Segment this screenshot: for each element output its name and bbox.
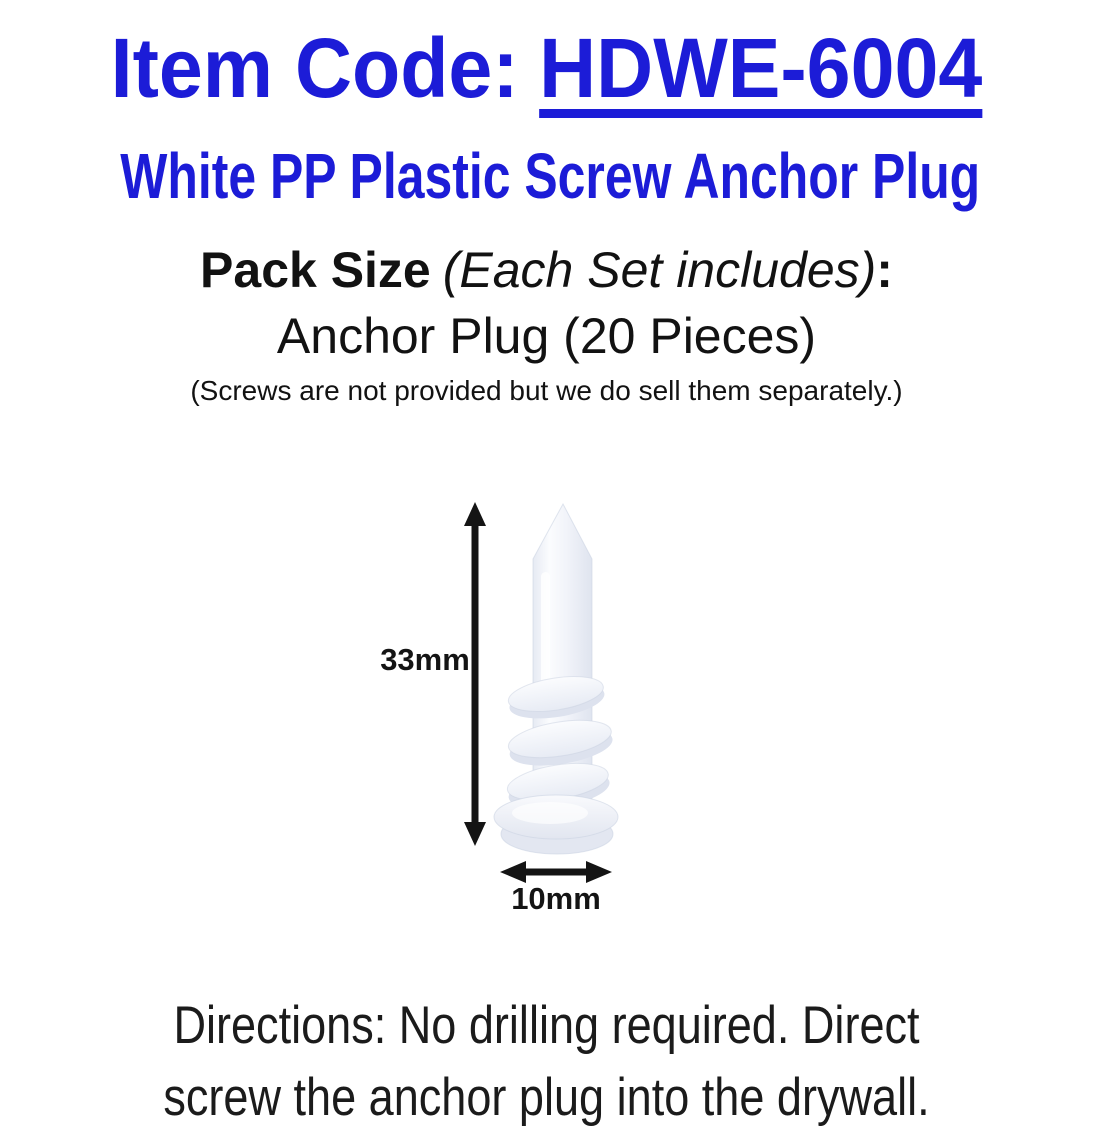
plug-shaft-highlight bbox=[541, 572, 550, 684]
directions-line-1: Directions: No drilling required. Direct bbox=[173, 995, 920, 1055]
height-dimension-label: 33mm bbox=[380, 641, 470, 677]
anchor-plug-image bbox=[494, 504, 618, 854]
item-code-label: Item Code: bbox=[110, 21, 519, 115]
product-title: White PP Plastic Screw Anchor Plug bbox=[120, 140, 981, 212]
plug-base-flange bbox=[494, 795, 618, 854]
pack-size-includes-note: (Each Set includes) bbox=[442, 242, 877, 298]
pack-contents: Anchor Plug (20 Pieces) bbox=[276, 308, 817, 364]
directions-text bbox=[0, 990, 1093, 1134]
width-dimension-label: 10mm bbox=[511, 880, 601, 916]
screws-note: (Screws are not provided but we do sell them separately.) bbox=[190, 375, 903, 406]
item-code-heading bbox=[33, 21, 1060, 115]
pack-size-label: Pack Size bbox=[200, 242, 431, 298]
pack-size-line bbox=[0, 242, 1093, 298]
item-code-value: HDWE-6004 bbox=[539, 21, 983, 115]
plug-thread-flange-2 bbox=[506, 714, 615, 772]
directions-line-2: screw the anchor plug into the drywall. bbox=[163, 1067, 930, 1127]
pack-size-colon: : bbox=[876, 242, 893, 298]
anchor-plug-diagram bbox=[380, 468, 730, 928]
width-dimension-arrow bbox=[500, 861, 612, 883]
product-figure bbox=[380, 468, 730, 928]
pack-size-section bbox=[0, 242, 1093, 408]
